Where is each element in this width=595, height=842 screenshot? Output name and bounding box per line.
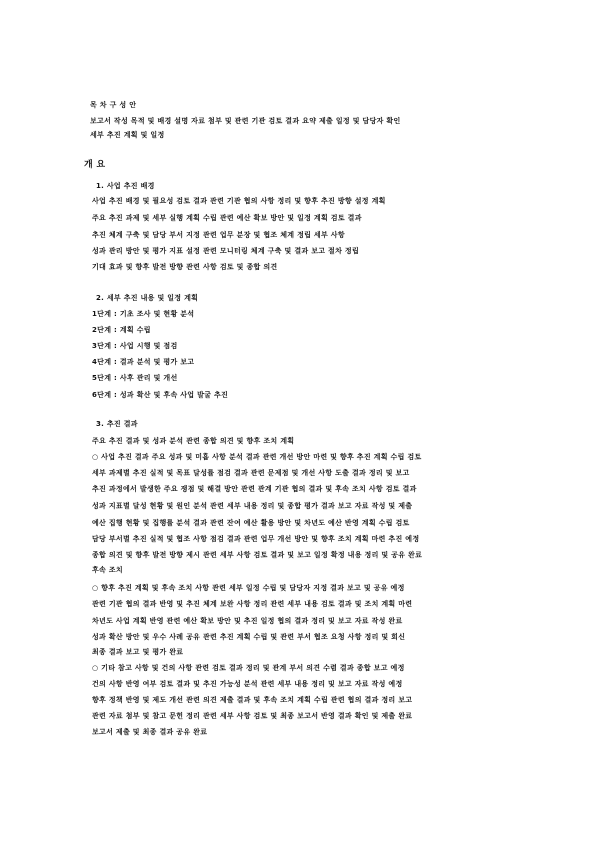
subsection-title: 3. 추진 결과 [96,420,138,428]
paragraph-line: 관련 기관 협의 결과 반영 및 추진 체계 보완 사항 정리 관련 세부 내용 검토 결과 및 조치 계획 마련 [92,600,413,608]
paragraph-line: 관련 자료 첨부 및 참고 문헌 정리 관련 세부 사항 검토 및 최종 보고서 반영 결과 확인 및 제출 완료 [92,712,413,720]
list-item: 1단계 : 기초 조사 및 현황 분석 [92,310,195,318]
intro-line: 보고서 작성 목적 및 배경 설명 자료 첨부 및 관련 기관 검토 결과 요약 제출 일정 및 담당자 확인 [90,117,401,125]
paragraph-line: 주요 추진 과제 및 세부 실행 계획 수립 관련 예산 확보 방안 및 일정 계획 검토 결과 [92,214,362,222]
paragraph-line: 기대 효과 및 향후 발전 방향 관련 사항 검토 및 종합 의견 [92,263,278,271]
paragraph-line: 추진 과정에서 발생한 주요 쟁점 및 해결 방안 관련 관계 기관 협의 결과 및 후속 조치 사항 검토 결과 [92,485,417,493]
paragraph-line: 후속 조치 [92,566,123,574]
paragraph-line: 성과 지표별 달성 현황 및 원인 분석 관련 세부 내용 정리 및 종합 평가 결과 보고 자료 작성 및 제출 [92,502,413,510]
paragraph-line: 건의 사항 반영 여부 검토 결과 및 추진 가능성 분석 관련 세부 내용 정리 및 보고 자료 작성 예정 [92,680,403,688]
list-item: 4단계 : 결과 분석 및 평가 보고 [92,358,195,366]
paragraph-line: 예산 집행 현황 및 집행률 분석 결과 관련 잔여 예산 활용 방안 및 차년도 예산 반영 계획 수립 검토 [92,519,410,527]
paragraph-line: ○ 향후 추진 계획 및 후속 조치 사항 관련 세부 일정 수립 및 담당자 지정 결과 보고 및 공유 예정 [92,584,405,592]
top-heading: 목 차 구 성 안 [90,101,137,109]
paragraph-line: 차년도 사업 계획 반영 관련 예산 확보 방안 및 추진 일정 협의 결과 정리 및 보고 자료 작성 완료 [92,617,403,625]
paragraph-line: 추진 체계 구축 및 담당 부서 지정 관련 업무 분장 및 협조 체계 정립 세부 사항 [92,231,345,239]
paragraph-line: 담당 부서별 추진 실적 및 협조 사항 점검 결과 관련 업무 개선 방안 및 향후 조치 계획 마련 추진 예정 [92,535,420,543]
subsection-title: 2. 세부 추진 내용 및 일정 계획 [96,294,199,302]
lead-line: 주요 추진 결과 및 성과 분석 관련 종합 의견 및 향후 조치 계획 [92,437,295,445]
list-item: 5단계 : 사후 관리 및 개선 [92,374,178,382]
list-item: 3단계 : 사업 시행 및 점검 [92,342,178,350]
paragraph-line: 성과 관리 방안 및 평가 지표 설정 관련 모니터링 체계 구축 및 결과 보고 절차 정립 [92,247,360,255]
paragraph-line: 세부 과제별 추진 실적 및 목표 달성률 점검 결과 관련 문제점 및 개선 사항 도출 결과 정리 및 보고 [92,469,410,477]
paragraph-line: 최종 결과 보고 및 평가 완료 [92,648,184,656]
list-item: 6단계 : 성과 확산 및 후속 사업 발굴 추진 [92,391,229,399]
paragraph-line: ○ 사업 추진 결과 주요 성과 및 미흡 사항 분석 결과 관련 개선 방안 마련 및 향후 추진 계획 수립 검토 [92,453,422,461]
paragraph-line: 사업 추진 배경 및 필요성 검토 결과 관련 기관 협의 사항 정리 및 향후 추진 방향 설정 계획 [92,197,386,205]
section-title: 개 요 [84,160,106,170]
paragraph-line: 성과 확산 방안 및 우수 사례 공유 관련 추진 계획 수립 및 관련 부서 협조 요청 사항 정리 및 회신 [92,633,406,641]
paragraph-line: 향후 정책 반영 및 제도 개선 관련 의견 제출 결과 및 후속 조치 계획 수립 관련 협의 결과 정리 보고 [92,696,413,704]
paragraph-line: 보고서 제출 및 최종 결과 공유 완료 [92,728,208,736]
intro-line: 세부 추진 계획 및 일정 [90,131,165,139]
paragraph-line: 종합 의견 및 향후 발전 방향 제시 관련 세부 사항 검토 결과 및 보고 일정 확정 내용 정리 및 공유 완료 [92,551,423,559]
subsection-title: 1. 사업 추진 배경 [96,182,155,190]
paragraph-line: ○ 기타 참고 사항 및 건의 사항 관련 검토 결과 정리 및 관계 부서 의견 수렴 결과 종합 보고 예정 [92,664,405,672]
list-item: 2단계 : 계획 수립 [92,326,151,334]
